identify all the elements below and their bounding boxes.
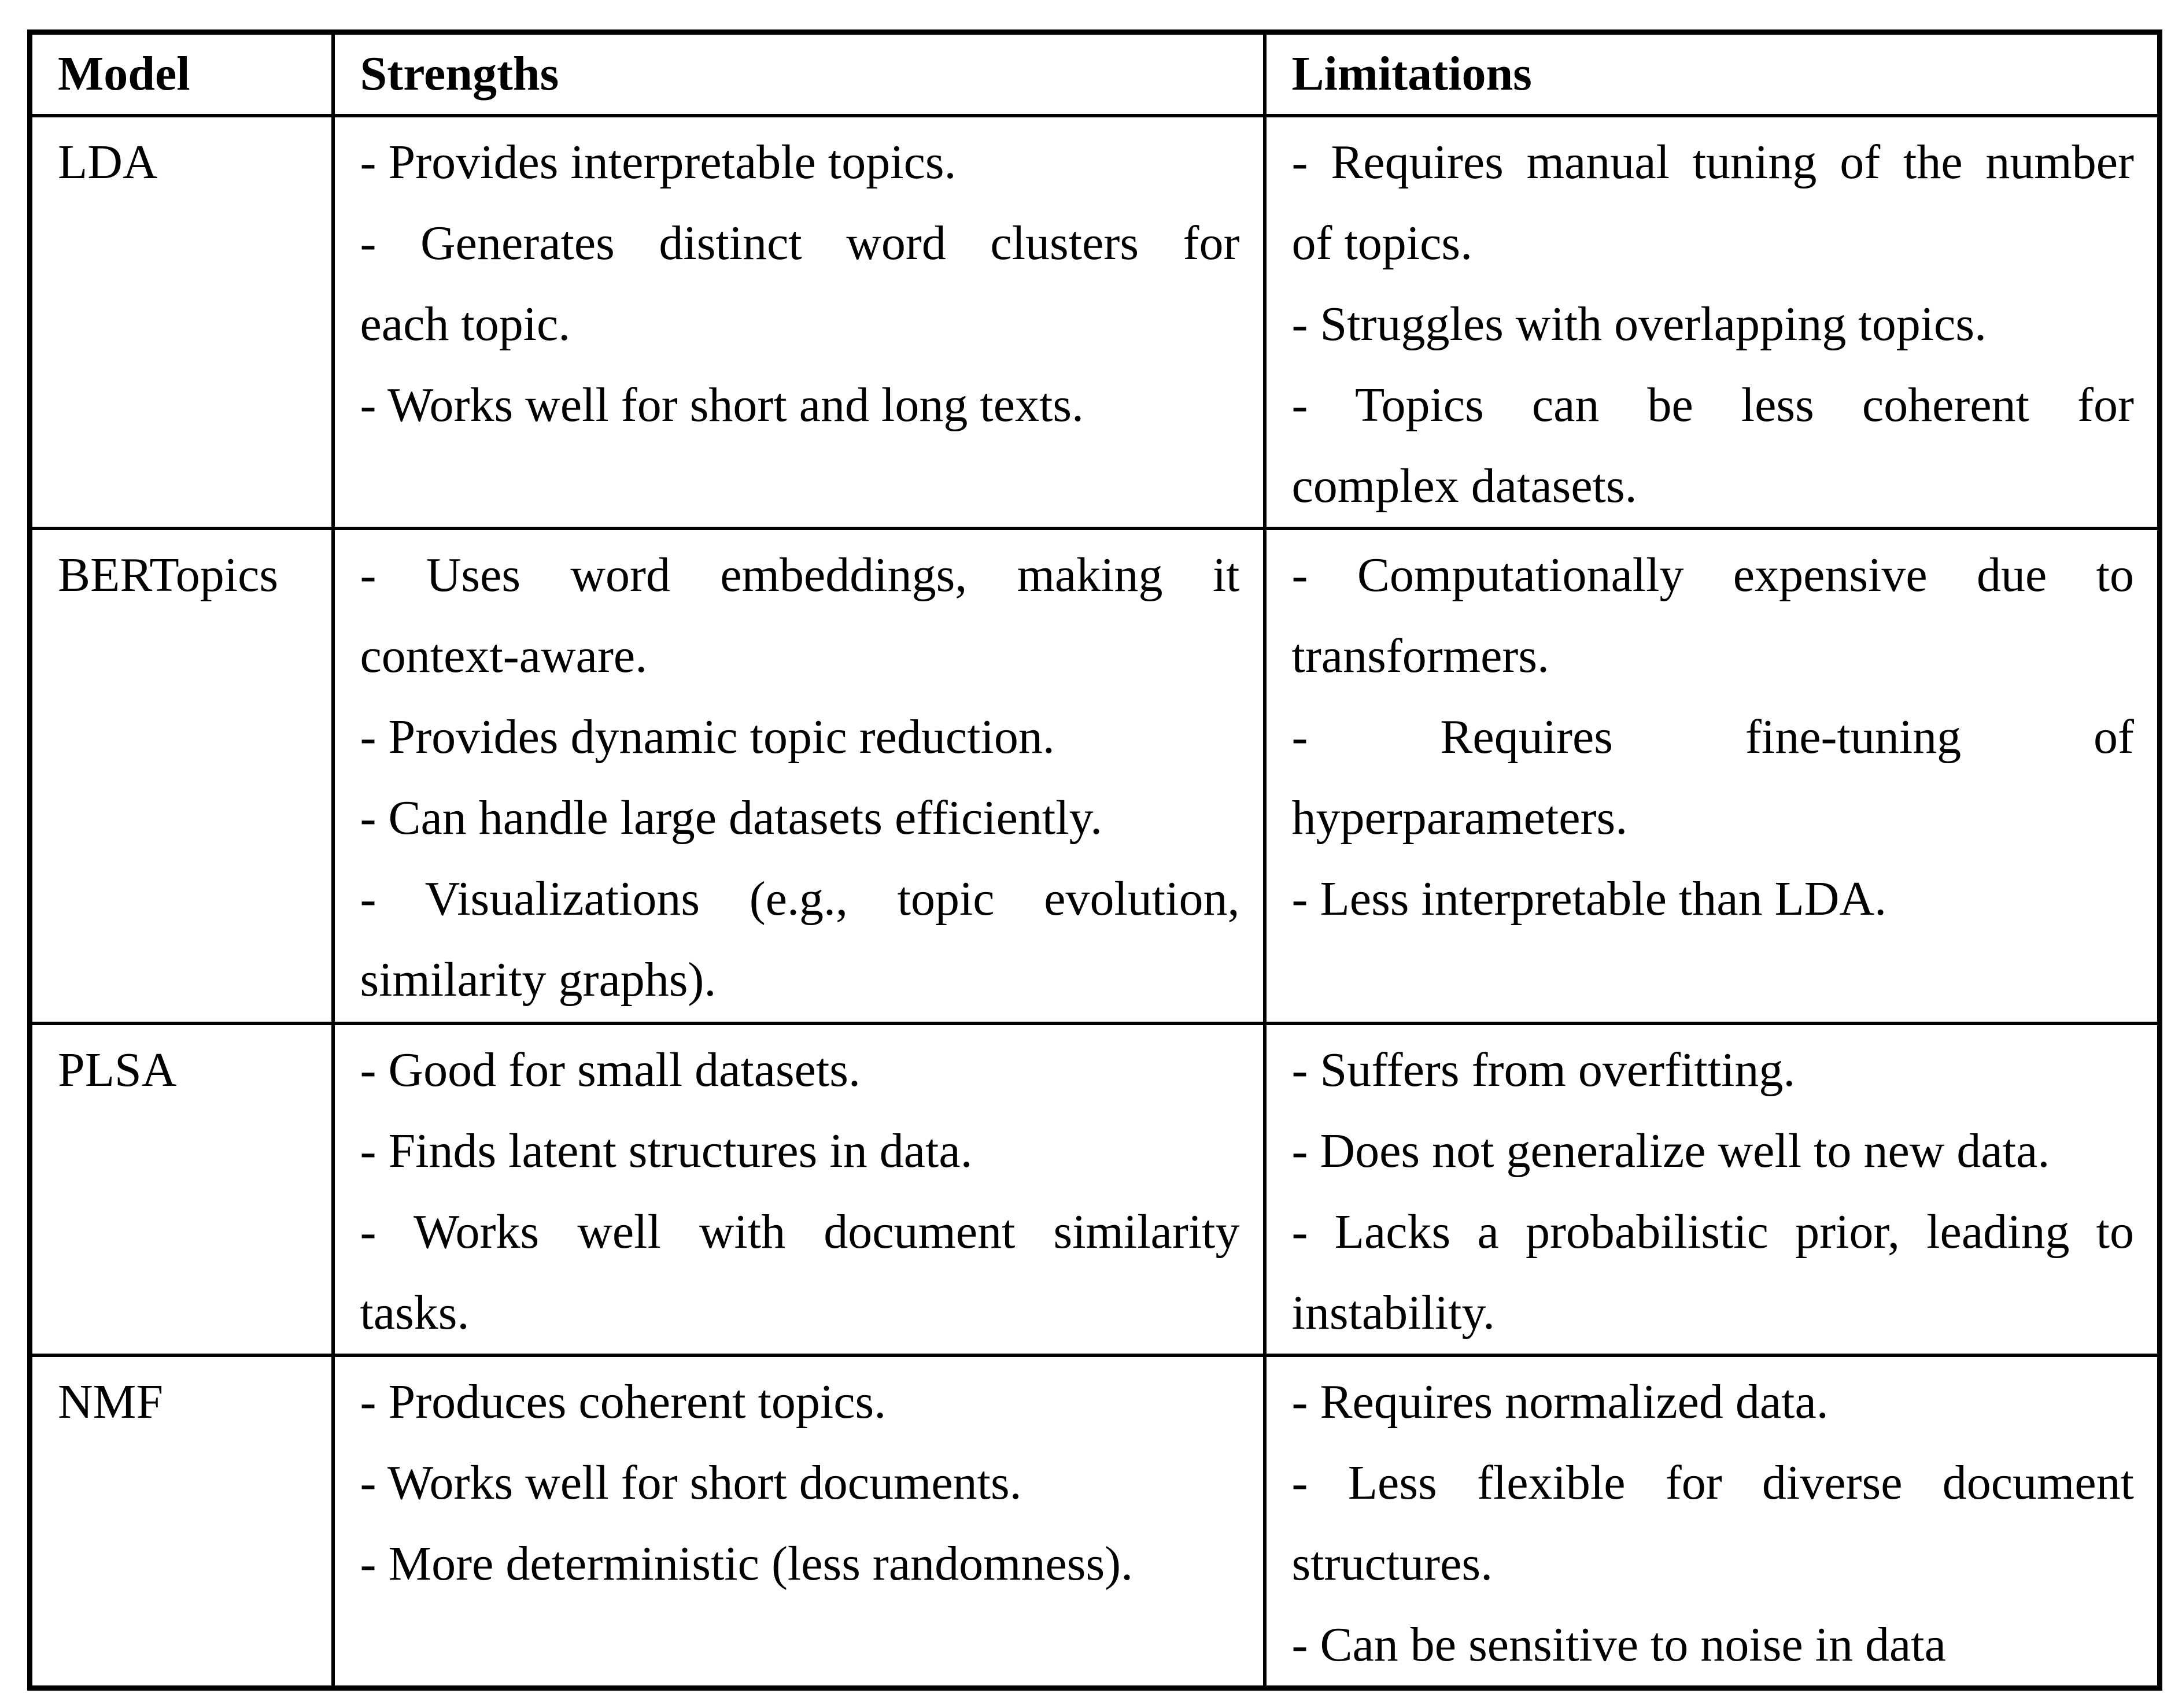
column-header-strengths: Strengths [333,32,1265,116]
strengths-cell [333,1023,1265,1355]
bullet-line: - Does not generalize well to new data. [1291,1123,2050,1178]
table-row-nmf [30,1355,2160,1688]
limitations-cell [1265,116,2160,528]
bullet-line: - Can be sensitive to noise in data [1291,1617,1946,1672]
bullet-line: - Good for small datasets. [360,1042,861,1097]
strengths-cell [333,1355,1265,1688]
strengths-cell [333,116,1265,528]
bullet-line: - Less interpretable than LDA. [1291,871,1887,926]
bullet-line: similarity graphs). [360,952,717,1007]
limitations-cell [1265,1023,2160,1355]
model-cell [30,528,333,1023]
bullet-line: - Requires normalized data. [1291,1374,1829,1429]
model-name: LDA [58,135,158,189]
model-cell [30,1023,333,1355]
limitations-cell [1265,1355,2160,1688]
bullet-line: - Suffers from overfitting. [1291,1042,1796,1097]
bullet-line: - Visualizations (e.g., topic evolution, [360,871,1240,926]
bullet-line: - Finds latent structures in data. [360,1123,973,1178]
bullet-line: structures. [1291,1536,1493,1591]
model-cell [30,1355,333,1688]
limitations-cell [1265,528,2160,1023]
bullet-line: tasks. [360,1285,470,1340]
bullet-line: - Requires fine-tuning of [1291,709,2134,764]
model-comparison-table [27,29,2162,1691]
model-name: NMF [58,1374,164,1429]
table-row-plsa [30,1023,2160,1355]
bullet-line: hyperparameters. [1291,790,1628,845]
column-header-limitations: Limitations [1265,32,2160,116]
bullet-line: - Requires manual tuning of the number [1291,135,2134,189]
bullet-line: complex datasets. [1291,459,1637,513]
bullet-line: - More deterministic (less randomness). [360,1536,1134,1591]
bullet-line: each topic. [360,297,571,351]
bullet-line: - Provides interpretable topics. [360,135,957,189]
bullet-line: - Less flexible for diverse document [1291,1455,2134,1510]
column-header-model: Model [30,32,333,116]
bullet-line: context-aware. [360,629,648,683]
strengths-cell [333,528,1265,1023]
bullet-line: - Struggles with overlapping topics. [1291,297,1987,351]
bullet-line: - Topics can be less coherent for [1291,378,2134,432]
table-header-row [30,32,2160,116]
bullet-line: - Works well for short documents. [360,1455,1022,1510]
model-cell [30,116,333,528]
bullet-line: - Produces coherent topics. [360,1374,887,1429]
bullet-line: - Provides dynamic topic reduction. [360,709,1055,764]
bullet-line: of topics. [1291,216,1473,270]
model-name: PLSA [58,1042,177,1097]
bullet-line: - Computationally expensive due to [1291,548,2134,602]
bullet-line: - Generates distinct word clusters for [360,216,1240,270]
bullet-line: - Works well with document similarity [360,1204,1240,1259]
model-name: BERTopics [58,548,279,602]
table-row-bertopics [30,528,2160,1023]
bullet-line: - Lacks a probabilistic prior, leading to [1291,1204,2134,1259]
table-row-lda [30,116,2160,528]
bullet-line: instability. [1291,1285,1496,1340]
bullet-line: - Uses word embeddings, making it [360,548,1240,602]
bullet-line: - Works well for short and long texts. [360,378,1084,432]
bullet-line: - Can handle large datasets efficiently. [360,790,1103,845]
bullet-line: transformers. [1291,629,1550,683]
